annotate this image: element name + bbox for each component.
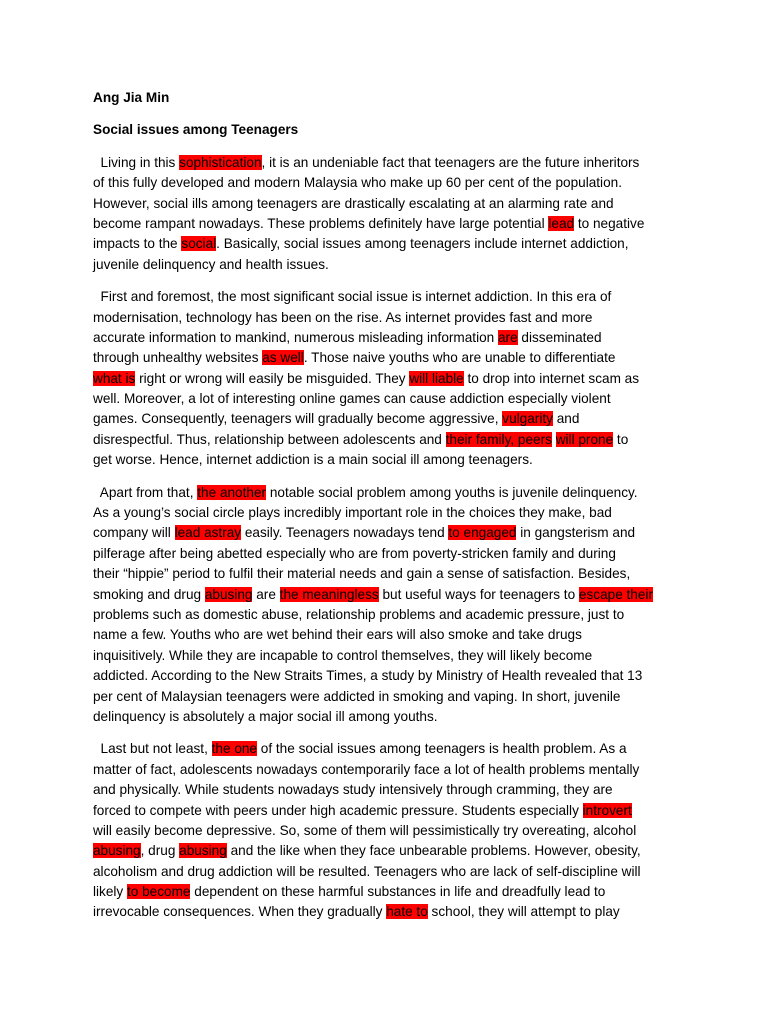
text-line: [93, 194, 683, 214]
text-line: [93, 882, 683, 902]
text-segment: per cent of Malaysian teenagers were addicted in smoking and vaping. In short, juvenile: [93, 688, 621, 704]
text-segment: Living in this: [93, 154, 180, 170]
text-segment: to negative: [574, 215, 645, 231]
text-segment: right or wrong will easily be misguided. They: [135, 370, 410, 386]
text-segment: , drug: [140, 843, 180, 859]
text-line: [93, 328, 683, 348]
text-line: [93, 564, 683, 584]
text-segment: forced to compete with peers under high academic pressure. Students especially: [93, 802, 583, 818]
text-segment: disrespectful. Thus, relationship between adolescents and: [93, 431, 446, 447]
text-segment: , it is an undeniable fact that teenagers are the future inheritors: [261, 154, 640, 170]
highlighted-error: the another: [197, 484, 267, 500]
text-line: [93, 287, 683, 307]
text-line: [93, 841, 683, 861]
text-segment: dependent on these harmful substances in life and dreadfully lead to: [190, 884, 606, 900]
text-segment: problems such as domestic abuse, relationship problems and academic pressure, just to: [93, 606, 625, 622]
text-line: [93, 646, 683, 666]
text-segment: accurate information to mankind, numerous misleading information: [93, 329, 498, 345]
text-line: [93, 234, 683, 254]
highlighted-error: social: [181, 236, 217, 252]
text-segment: and: [552, 411, 580, 427]
highlighted-error: lead astray: [174, 525, 242, 541]
text-segment: their “hippie” period to fulfil their material needs and gain a sense of satisfaction. Besides,: [93, 566, 631, 582]
text-segment: notable social problem among youths is juvenile delinquency.: [266, 484, 638, 500]
highlighted-error: as well: [262, 350, 304, 366]
text-line: [93, 348, 683, 368]
text-segment: First and foremost, the most significant social issue is internet addiction. In this era of: [93, 289, 612, 305]
highlighted-error: hate to: [386, 904, 428, 920]
highlighted-error: vulgarity: [502, 411, 553, 427]
highlighted-error: abusing: [179, 843, 227, 859]
text-segment: delinquency is absolutely a major social ill among youths.: [93, 708, 438, 724]
text-line: [93, 389, 683, 409]
text-segment: modernisation, technology has been on the rise. As internet provides fast and more: [93, 309, 593, 325]
text-segment: become rampant nowadays. These problems definitely have large potential: [93, 215, 549, 231]
text-line: [93, 544, 683, 564]
text-line: [93, 450, 683, 470]
essay-title: Social issues among Teenagers: [93, 122, 299, 138]
text-segment: irrevocable consequences. When they gradually: [93, 904, 387, 920]
text-segment: get worse. Hence, internet addiction is a main social ill among teenagers.: [93, 452, 533, 468]
text-line: [93, 409, 683, 429]
text-segment: inquisitively. While they are incapable to control themselves, they will likely become: [93, 647, 593, 663]
text-segment: games. Consequently, teenagers will gradually become aggressive,: [93, 411, 503, 427]
text-line: [93, 862, 683, 882]
text-line: [93, 625, 683, 645]
text-segment: company will: [93, 525, 175, 541]
highlighted-error: escape their: [578, 586, 653, 602]
text-segment: to: [613, 431, 629, 447]
text-line: [93, 687, 683, 707]
text-segment: . Those naive youths who are unable to differentiate: [303, 350, 616, 366]
text-segment: addicted. According to the New Straits Times, a study by Ministry of Health revealed that 13: [93, 668, 643, 684]
highlighted-error: will liable: [409, 370, 464, 386]
text-segment: well. Moreover, a lot of interesting online games can cause addiction especially violent: [93, 391, 611, 407]
highlighted-error: abusing: [204, 586, 253, 602]
text-line: [93, 503, 683, 523]
text-segment: matter of fact, adolescents nowadays contemporarily face a lot of health problems mentally: [93, 761, 640, 777]
text-segment: disseminated: [517, 329, 602, 345]
paragraph: [93, 287, 683, 471]
text-segment: pilferage after being abetted especially who are from poverty-stricken family and during: [93, 545, 616, 561]
highlighted-error: are: [498, 329, 518, 345]
highlighted-error: to engaged: [448, 525, 517, 541]
highlighted-error: sophistication: [179, 154, 262, 170]
highlighted-error: will prone: [555, 431, 614, 447]
text-segment: alcoholism and drug addiction will be resulted. Teenagers who are lack of self-discipline will: [93, 863, 641, 879]
author-name: Ang Jia Min: [93, 90, 170, 105]
text-segment: through unhealthy websites: [93, 350, 263, 366]
paragraph: [93, 739, 683, 923]
text-line: [93, 483, 683, 503]
text-segment: easily. Teenagers nowadays tend: [241, 525, 449, 541]
text-segment: of the social issues among teenagers is health problem. As a: [257, 741, 627, 757]
text-segment: impacts to the: [93, 236, 182, 252]
paragraph: [93, 483, 683, 728]
text-line: [93, 153, 683, 173]
text-line: [93, 821, 683, 841]
highlighted-error: the meaningless: [279, 586, 379, 602]
text-segment: Last but not least,: [93, 741, 212, 757]
text-line: [93, 214, 683, 234]
text-line: [93, 430, 683, 450]
text-segment: of this fully developed and modern Malaysia who make up 60 per cent of the population.: [93, 175, 622, 191]
text-segment: and physically. While students nowadays study intensively through cramming, they are: [93, 782, 613, 798]
text-segment: school, they will attempt to play: [427, 904, 620, 920]
text-line: [93, 605, 683, 625]
text-line: [93, 173, 683, 193]
text-segment: to drop into internet scam as: [463, 370, 640, 386]
text-line: [93, 760, 683, 780]
text-segment: However, social ills among teenagers are drastically escalating at an alarming rate and: [93, 195, 614, 211]
highlighted-error: their family, peers: [445, 431, 552, 447]
text-segment: name a few. Youths who are wet behind their ears will also smoke and take drugs: [93, 627, 582, 643]
essay-paragraphs: [93, 153, 683, 923]
text-segment: and the like when they face unbearable problems. However, obesity,: [226, 843, 641, 859]
document-body: [93, 88, 683, 923]
text-line: [93, 308, 683, 328]
text-line: [93, 255, 683, 275]
text-line: [93, 369, 683, 389]
text-line: [93, 780, 683, 800]
text-line: [93, 801, 683, 821]
text-segment: in gangsterism and: [516, 525, 636, 541]
text-line: [93, 707, 683, 727]
text-line: [93, 585, 683, 605]
paragraph: [93, 153, 683, 275]
text-segment: but useful ways for teenagers to: [378, 586, 579, 602]
highlighted-error: what is: [93, 370, 136, 386]
highlighted-error: introvert: [582, 802, 632, 818]
text-segment: smoking and drug: [93, 586, 205, 602]
text-segment: likely: [93, 884, 127, 900]
highlighted-error: lead: [548, 215, 575, 231]
text-segment: As a young’s social circle plays incredibly important role in the choices they make, bad: [93, 505, 612, 521]
text-line: [93, 523, 683, 543]
text-line: [93, 739, 683, 759]
text-segment: Apart from that,: [93, 484, 198, 500]
text-line: [93, 902, 683, 922]
highlighted-error: abusing: [93, 843, 141, 859]
highlighted-error: the one: [211, 741, 257, 757]
text-segment: . Basically, social issues among teenagers include internet addiction,: [216, 236, 629, 252]
text-line: [93, 666, 683, 686]
text-segment: are: [252, 586, 280, 602]
highlighted-error: to become: [127, 884, 191, 900]
text-segment: juvenile delinquency and health issues.: [93, 256, 329, 272]
text-segment: will easily become depressive. So, some of them will pessimistically try overeating, alcohol: [93, 822, 637, 838]
